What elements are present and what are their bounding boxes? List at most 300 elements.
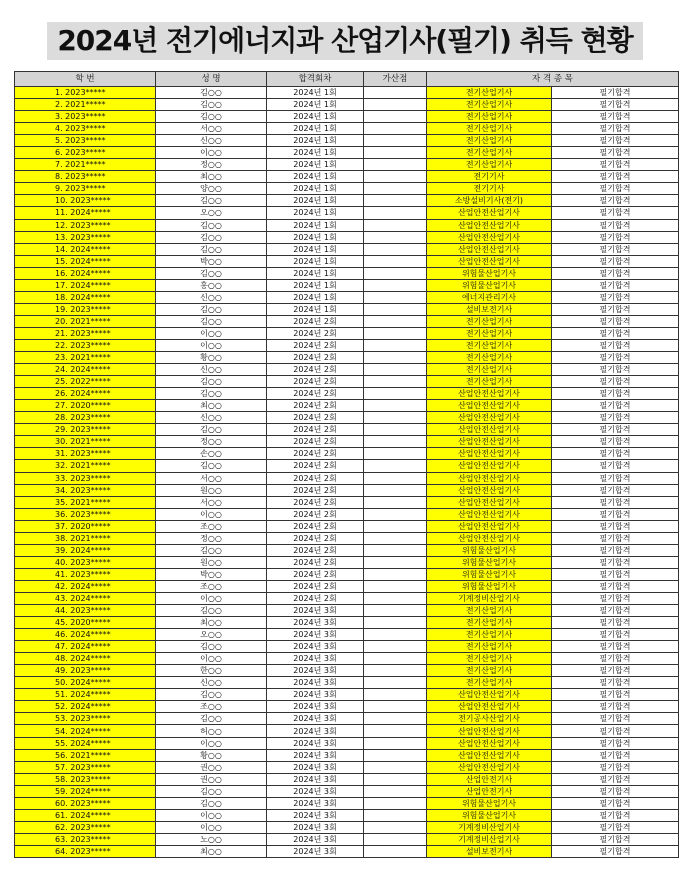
round-cell: 2024년 2회 [267, 532, 364, 544]
header-row [15, 72, 679, 87]
qualification-cell: 산업안전산업기사 [427, 484, 552, 496]
round-cell: 2024년 1회 [267, 87, 364, 99]
table-row [15, 845, 679, 857]
result-cell: 필기합격 [552, 484, 679, 496]
table-row [15, 279, 679, 291]
round-cell: 2024년 1회 [267, 171, 364, 183]
table-row [15, 556, 679, 568]
table-row [15, 833, 679, 845]
qualification-cell: 위험물산업기사 [427, 279, 552, 291]
name-cell: 한○○ [156, 665, 267, 677]
student-no-cell: 63. 2023***** [15, 833, 156, 845]
qualification-cell: 산업안전산업기사 [427, 532, 552, 544]
table-row [15, 195, 679, 207]
result-cell: 필기합격 [552, 713, 679, 725]
result-cell: 필기합격 [552, 761, 679, 773]
table-row [15, 617, 679, 629]
table-row [15, 701, 679, 713]
round-cell: 2024년 1회 [267, 147, 364, 159]
name-cell: 김○○ [156, 87, 267, 99]
header-bonus: 가산점 [364, 72, 427, 87]
name-cell: 신○○ [156, 412, 267, 424]
bonus-cell [364, 412, 427, 424]
qualification-cell: 에너지관리기사 [427, 291, 552, 303]
table-row [15, 400, 679, 412]
table-row [15, 821, 679, 833]
name-cell: 이○○ [156, 737, 267, 749]
table-row [15, 388, 679, 400]
name-cell: 박○○ [156, 568, 267, 580]
student-no-cell: 16. 2024***** [15, 267, 156, 279]
bonus-cell [364, 689, 427, 701]
student-no-cell: 42. 2024***** [15, 580, 156, 592]
qualification-cell: 기계정비산업기사 [427, 833, 552, 845]
name-cell: 최○○ [156, 171, 267, 183]
round-cell: 2024년 2회 [267, 400, 364, 412]
result-cell: 필기합격 [552, 665, 679, 677]
table-row [15, 737, 679, 749]
student-no-cell: 60. 2023***** [15, 797, 156, 809]
bonus-cell [364, 424, 427, 436]
student-no-cell: 47. 2024***** [15, 641, 156, 653]
round-cell: 2024년 3회 [267, 665, 364, 677]
bonus-cell [364, 508, 427, 520]
result-cell: 필기합격 [552, 701, 679, 713]
name-cell: 서○○ [156, 472, 267, 484]
result-cell: 필기합격 [552, 400, 679, 412]
round-cell: 2024년 2회 [267, 568, 364, 580]
result-cell: 필기합격 [552, 207, 679, 219]
result-cell: 필기합격 [552, 520, 679, 532]
student-no-cell: 10. 2023***** [15, 195, 156, 207]
table-row [15, 159, 679, 171]
bonus-cell [364, 617, 427, 629]
bonus-cell [364, 472, 427, 484]
name-cell: 조○○ [156, 520, 267, 532]
name-cell: 이○○ [156, 327, 267, 339]
qualification-cell: 산업안전산업기사 [427, 448, 552, 460]
qualification-cell: 전기산업기사 [427, 364, 552, 376]
table-row [15, 605, 679, 617]
result-cell: 필기합격 [552, 352, 679, 364]
round-cell: 2024년 2회 [267, 556, 364, 568]
name-cell: 신○○ [156, 291, 267, 303]
table-row [15, 713, 679, 725]
table-row [15, 327, 679, 339]
table-row [15, 183, 679, 195]
student-no-cell: 37. 2020***** [15, 520, 156, 532]
result-cell: 필기합격 [552, 821, 679, 833]
name-cell: 권○○ [156, 773, 267, 785]
result-cell: 필기합격 [552, 279, 679, 291]
student-no-cell: 54. 2024***** [15, 725, 156, 737]
round-cell: 2024년 2회 [267, 388, 364, 400]
name-cell: 이○○ [156, 821, 267, 833]
result-cell: 필기합격 [552, 737, 679, 749]
table-row [15, 689, 679, 701]
name-cell: 노○○ [156, 833, 267, 845]
table-row [15, 472, 679, 484]
student-no-cell: 5. 2023***** [15, 135, 156, 147]
result-cell: 필기합격 [552, 243, 679, 255]
round-cell: 2024년 2회 [267, 544, 364, 556]
round-cell: 2024년 1회 [267, 135, 364, 147]
student-no-cell: 61. 2024***** [15, 809, 156, 821]
table-row [15, 532, 679, 544]
round-cell: 2024년 3회 [267, 749, 364, 761]
bonus-cell [364, 279, 427, 291]
round-cell: 2024년 1회 [267, 303, 364, 315]
result-cell: 필기합격 [552, 556, 679, 568]
table-row [15, 291, 679, 303]
student-no-cell: 32. 2021***** [15, 460, 156, 472]
student-no-cell: 27. 2020***** [15, 400, 156, 412]
student-no-cell: 6. 2023***** [15, 147, 156, 159]
table-row [15, 436, 679, 448]
name-cell: 이○○ [156, 508, 267, 520]
bonus-cell [364, 821, 427, 833]
bonus-cell [364, 291, 427, 303]
name-cell: 박○○ [156, 255, 267, 267]
table-row [15, 496, 679, 508]
name-cell: 서○○ [156, 496, 267, 508]
table-row [15, 207, 679, 219]
table-row [15, 231, 679, 243]
qualification-cell: 산업안전산업기사 [427, 749, 552, 761]
result-cell: 필기합격 [552, 291, 679, 303]
result-cell: 필기합격 [552, 303, 679, 315]
student-no-cell: 52. 2024***** [15, 701, 156, 713]
qualification-cell: 전기산업기사 [427, 629, 552, 641]
result-cell: 필기합격 [552, 448, 679, 460]
result-cell: 필기합격 [552, 424, 679, 436]
result-cell: 필기합격 [552, 195, 679, 207]
result-cell: 필기합격 [552, 617, 679, 629]
result-cell: 필기합격 [552, 460, 679, 472]
bonus-cell [364, 460, 427, 472]
result-cell: 필기합격 [552, 327, 679, 339]
name-cell: 최○○ [156, 617, 267, 629]
round-cell: 2024년 1회 [267, 279, 364, 291]
name-cell: 황○○ [156, 749, 267, 761]
result-cell: 필기합격 [552, 231, 679, 243]
name-cell: 서○○ [156, 123, 267, 135]
qualification-cell: 산업안전산업기사 [427, 255, 552, 267]
student-no-cell: 25. 2022***** [15, 376, 156, 388]
bonus-cell [364, 592, 427, 604]
round-cell: 2024년 2회 [267, 580, 364, 592]
student-no-cell: 53. 2023***** [15, 713, 156, 725]
result-cell: 필기합격 [552, 255, 679, 267]
bonus-cell [364, 665, 427, 677]
student-no-cell: 33. 2023***** [15, 472, 156, 484]
table-row [15, 460, 679, 472]
round-cell: 2024년 1회 [267, 291, 364, 303]
qualification-cell: 전기산업기사 [427, 135, 552, 147]
bonus-cell [364, 833, 427, 845]
student-no-cell: 55. 2024***** [15, 737, 156, 749]
result-cell: 필기합격 [552, 472, 679, 484]
qualification-cell: 전기산업기사 [427, 327, 552, 339]
student-no-cell: 51. 2024***** [15, 689, 156, 701]
bonus-cell [364, 231, 427, 243]
student-no-cell: 4. 2023***** [15, 123, 156, 135]
bonus-cell [364, 303, 427, 315]
round-cell: 2024년 1회 [267, 255, 364, 267]
bonus-cell [364, 496, 427, 508]
student-no-cell: 23. 2021***** [15, 352, 156, 364]
result-cell: 필기합격 [552, 436, 679, 448]
table-row [15, 773, 679, 785]
round-cell: 2024년 3회 [267, 737, 364, 749]
qualification-cell: 전기산업기사 [427, 665, 552, 677]
result-cell: 필기합격 [552, 315, 679, 327]
bonus-cell [364, 111, 427, 123]
result-cell: 필기합격 [552, 641, 679, 653]
student-no-cell: 30. 2021***** [15, 436, 156, 448]
round-cell: 2024년 2회 [267, 448, 364, 460]
student-no-cell: 46. 2024***** [15, 629, 156, 641]
qualification-cell: 산업안전산업기사 [427, 472, 552, 484]
round-cell: 2024년 1회 [267, 111, 364, 123]
bonus-cell [364, 484, 427, 496]
bonus-cell [364, 243, 427, 255]
qualification-cell: 전기산업기사 [427, 339, 552, 351]
qualification-cell: 산업안전산업기사 [427, 508, 552, 520]
bonus-cell [364, 339, 427, 351]
name-cell: 최○○ [156, 400, 267, 412]
table-row [15, 448, 679, 460]
header-student-no: 학 번 [15, 72, 156, 87]
bonus-cell [364, 400, 427, 412]
qualification-table [14, 71, 679, 858]
student-no-cell: 43. 2024***** [15, 592, 156, 604]
qualification-cell: 산업안전산업기사 [427, 520, 552, 532]
name-cell: 원○○ [156, 484, 267, 496]
round-cell: 2024년 2회 [267, 484, 364, 496]
name-cell: 김○○ [156, 376, 267, 388]
table-row [15, 87, 679, 99]
table-row [15, 99, 679, 111]
qualification-cell: 산업안전산업기사 [427, 689, 552, 701]
result-cell: 필기합격 [552, 111, 679, 123]
name-cell: 김○○ [156, 111, 267, 123]
name-cell: 홍○○ [156, 279, 267, 291]
result-cell: 필기합격 [552, 339, 679, 351]
student-no-cell: 31. 2023***** [15, 448, 156, 460]
qualification-cell: 위험물산업기사 [427, 544, 552, 556]
name-cell: 양○○ [156, 183, 267, 195]
round-cell: 2024년 1회 [267, 243, 364, 255]
round-cell: 2024년 2회 [267, 315, 364, 327]
name-cell: 이○○ [156, 653, 267, 665]
round-cell: 2024년 3회 [267, 833, 364, 845]
bonus-cell [364, 580, 427, 592]
student-no-cell: 35. 2021***** [15, 496, 156, 508]
student-no-cell: 48. 2024***** [15, 653, 156, 665]
round-cell: 2024년 2회 [267, 508, 364, 520]
bonus-cell [364, 713, 427, 725]
bonus-cell [364, 797, 427, 809]
round-cell: 2024년 2회 [267, 327, 364, 339]
table-row [15, 809, 679, 821]
bonus-cell [364, 749, 427, 761]
table-row [15, 267, 679, 279]
result-cell: 필기합격 [552, 364, 679, 376]
name-cell: 최○○ [156, 845, 267, 857]
round-cell: 2024년 3회 [267, 761, 364, 773]
bonus-cell [364, 87, 427, 99]
name-cell: 김○○ [156, 231, 267, 243]
bonus-cell [364, 352, 427, 364]
bonus-cell [364, 520, 427, 532]
table-row [15, 665, 679, 677]
name-cell: 정○○ [156, 436, 267, 448]
table-row [15, 677, 679, 689]
name-cell: 김○○ [156, 544, 267, 556]
round-cell: 2024년 3회 [267, 677, 364, 689]
qualification-cell: 전기산업기사 [427, 111, 552, 123]
name-cell: 이○○ [156, 592, 267, 604]
round-cell: 2024년 3회 [267, 713, 364, 725]
round-cell: 2024년 2회 [267, 460, 364, 472]
round-cell: 2024년 3회 [267, 845, 364, 857]
name-cell: 김○○ [156, 219, 267, 231]
student-no-cell: 17. 2024***** [15, 279, 156, 291]
student-no-cell: 1. 2023***** [15, 87, 156, 99]
qualification-cell: 전기산업기사 [427, 123, 552, 135]
qualification-cell: 산업안전산업기사 [427, 231, 552, 243]
name-cell: 오○○ [156, 629, 267, 641]
student-no-cell: 29. 2023***** [15, 424, 156, 436]
table-row [15, 749, 679, 761]
bonus-cell [364, 99, 427, 111]
round-cell: 2024년 2회 [267, 436, 364, 448]
bonus-cell [364, 364, 427, 376]
round-cell: 2024년 3회 [267, 641, 364, 653]
bonus-cell [364, 159, 427, 171]
bonus-cell [364, 568, 427, 580]
bonus-cell [364, 629, 427, 641]
result-cell: 필기합격 [552, 496, 679, 508]
student-no-cell: 7. 2021***** [15, 159, 156, 171]
table-row [15, 243, 679, 255]
student-no-cell: 14. 2024***** [15, 243, 156, 255]
round-cell: 2024년 2회 [267, 412, 364, 424]
bonus-cell [364, 147, 427, 159]
qualification-cell: 산업안전기사 [427, 773, 552, 785]
name-cell: 신○○ [156, 677, 267, 689]
bonus-cell [364, 195, 427, 207]
header-qualification: 자 격 종 목 [427, 72, 679, 87]
qualification-cell: 전기산업기사 [427, 605, 552, 617]
student-no-cell: 36. 2023***** [15, 508, 156, 520]
round-cell: 2024년 1회 [267, 207, 364, 219]
student-no-cell: 64. 2023***** [15, 845, 156, 857]
bonus-cell [364, 605, 427, 617]
result-cell: 필기합격 [552, 388, 679, 400]
table-row [15, 641, 679, 653]
bonus-cell [364, 556, 427, 568]
student-no-cell: 56. 2021***** [15, 749, 156, 761]
name-cell: 조○○ [156, 580, 267, 592]
student-no-cell: 58. 2023***** [15, 773, 156, 785]
table-row [15, 629, 679, 641]
round-cell: 2024년 2회 [267, 364, 364, 376]
result-cell: 필기합격 [552, 147, 679, 159]
table-row [15, 653, 679, 665]
qualification-cell: 전기산업기사 [427, 653, 552, 665]
round-cell: 2024년 3회 [267, 629, 364, 641]
table-row [15, 592, 679, 604]
table-row [15, 171, 679, 183]
qualification-cell: 산업안전산업기사 [427, 424, 552, 436]
qualification-cell: 산업안전산업기사 [427, 400, 552, 412]
qualification-cell: 위험물산업기사 [427, 797, 552, 809]
round-cell: 2024년 3회 [267, 773, 364, 785]
qualification-cell: 전기산업기사 [427, 147, 552, 159]
bonus-cell [364, 376, 427, 388]
bonus-cell [364, 255, 427, 267]
table-row [15, 255, 679, 267]
table-row [15, 339, 679, 351]
name-cell: 신○○ [156, 364, 267, 376]
qualification-cell: 전기산업기사 [427, 159, 552, 171]
name-cell: 원○○ [156, 556, 267, 568]
round-cell: 2024년 3회 [267, 809, 364, 821]
name-cell: 정○○ [156, 159, 267, 171]
table-row [15, 123, 679, 135]
bonus-cell [364, 448, 427, 460]
title-wrap [0, 22, 690, 60]
qualification-cell: 산업안전산업기사 [427, 388, 552, 400]
qualification-cell: 기계정비산업기사 [427, 592, 552, 604]
bonus-cell [364, 123, 427, 135]
result-cell: 필기합격 [552, 508, 679, 520]
student-no-cell: 2. 2021***** [15, 99, 156, 111]
student-no-cell: 11. 2024***** [15, 207, 156, 219]
bonus-cell [364, 725, 427, 737]
round-cell: 2024년 3회 [267, 797, 364, 809]
name-cell: 김○○ [156, 713, 267, 725]
bonus-cell [364, 207, 427, 219]
result-cell: 필기합격 [552, 412, 679, 424]
result-cell: 필기합격 [552, 580, 679, 592]
name-cell: 김○○ [156, 243, 267, 255]
table-row [15, 785, 679, 797]
result-cell: 필기합격 [552, 135, 679, 147]
name-cell: 권○○ [156, 761, 267, 773]
round-cell: 2024년 1회 [267, 159, 364, 171]
table-row [15, 315, 679, 327]
bonus-cell [364, 641, 427, 653]
student-no-cell: 49. 2023***** [15, 665, 156, 677]
qualification-cell: 설비보전기사 [427, 303, 552, 315]
result-cell: 필기합격 [552, 749, 679, 761]
student-no-cell: 9. 2023***** [15, 183, 156, 195]
name-cell: 김○○ [156, 785, 267, 797]
result-cell: 필기합격 [552, 99, 679, 111]
student-no-cell: 44. 2023***** [15, 605, 156, 617]
bonus-cell [364, 267, 427, 279]
name-cell: 손○○ [156, 448, 267, 460]
round-cell: 2024년 2회 [267, 376, 364, 388]
student-no-cell: 8. 2023***** [15, 171, 156, 183]
bonus-cell [364, 773, 427, 785]
qualification-cell: 위험물산업기사 [427, 809, 552, 821]
bonus-cell [364, 761, 427, 773]
name-cell: 이○○ [156, 147, 267, 159]
